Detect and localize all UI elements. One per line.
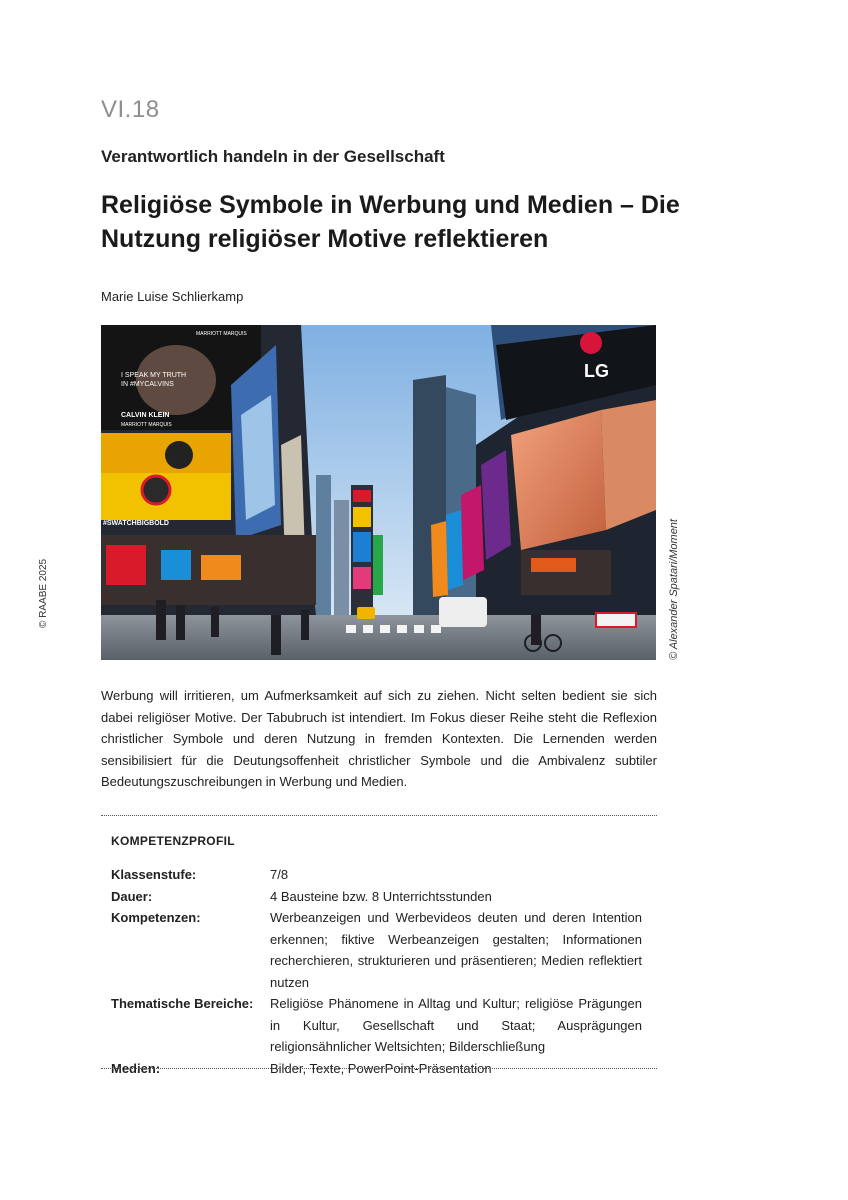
distant-tower [316, 475, 331, 615]
profile-row [111, 993, 651, 1058]
profile-value: 7/8 [270, 867, 289, 882]
hotel-sign: MARRIOTT MARQUIS [196, 331, 247, 337]
side-copyright: © RAABE 2025 [38, 558, 49, 628]
billboard [481, 450, 511, 560]
watch-icon [165, 441, 193, 469]
photo-illustration [101, 325, 656, 660]
lg-brand: LG [584, 361, 609, 381]
distant-tower [334, 500, 349, 615]
storefront-sign [161, 550, 191, 580]
dotted-divider-top [101, 815, 657, 816]
billboard-text: #SWATCHBIGBOLD [103, 520, 169, 527]
profile-value: 4 Bausteine bzw. 8 Unterrichtsstunden [270, 888, 492, 904]
white-van [439, 597, 487, 627]
profile-row [111, 886, 651, 908]
dotted-divider-bottom [101, 1068, 657, 1069]
model-figure [136, 345, 216, 415]
times-square-photo [101, 325, 656, 660]
billboard [353, 532, 371, 562]
competence-profile [111, 834, 651, 1079]
profile-row [111, 864, 651, 886]
profile-value: Religiöse Phänomene in Alltag und Kultur; religiöse Prägungen in Kultur, Gesellschaft und Staat; Ausprägungen religionsähnlicher Weltsichten; Bilderschließung [270, 996, 642, 1054]
profile-value: Werbeanzeigen und Werbevideos deuten und deren Intention erkennen; fiktive Werbeanzeigen gestalten; Informationen recherchieren, strukturieren und präsentieren; Medien reflektiert nutzen [270, 910, 642, 990]
author-name: Marie Luise Schlierkamp [101, 289, 244, 304]
billboard [431, 521, 448, 597]
billboard [353, 507, 371, 527]
billboard [373, 535, 383, 595]
photo-credit: © Alexander Spatari/Moment [668, 519, 680, 660]
billboard [353, 490, 371, 502]
storefront-sign [531, 558, 576, 572]
profile-label: Klassenstufe: [111, 867, 197, 882]
watch-icon [142, 476, 170, 504]
series-code: VI.18 [101, 96, 160, 123]
billboard-text: IN #MYCALVINS [121, 381, 174, 388]
page-title: Religiöse Symbole in Werbung und Medien – Die Nutzung religiöser Motive reflektieren [101, 191, 680, 253]
billboard [241, 395, 275, 520]
profile-label: Kompetenzen: [111, 910, 201, 925]
profile-label: Medien: [111, 1060, 161, 1076]
yellow-cab [357, 607, 375, 619]
category-subtitle: Verantwortlich handeln in der Gesellschaft [101, 147, 445, 166]
billboard-text: I SPEAK MY TRUTH [121, 372, 187, 379]
lg-logo-icon [580, 332, 602, 354]
storefront-sign [201, 555, 241, 580]
billboard [446, 510, 463, 590]
billboard [353, 567, 371, 589]
profile-value: Bilder, Texte, PowerPoint-Präsentation [270, 1060, 492, 1076]
storefronts [521, 550, 611, 595]
intro-paragraph: Werbung will irritieren, um Aufmerksamkeit auf sich zu ziehen. Nicht selten bedient sie sich dabei religiöser Motive. Der Tabubruch ist intendiert. Im Fokus dieser Reihe steht die Reflexion christlicher Symbole und deren Nutzung in fremden Kontexten. Die Lernenden werden sensibilisiert für die Deutungsoffenheit christlicher Symbole und die Ambivalenz subtiler Bedeutungszuschreibungen in Werbung und Medien. [101, 688, 657, 789]
billboard [461, 485, 484, 580]
profile-label: Thematische Bereiche: [111, 996, 254, 1011]
billboard-text: CALVIN KLEIN [121, 412, 170, 419]
face-billboard [601, 400, 656, 530]
storefront-sign [106, 545, 146, 585]
hotel-sign: MARRIOTT MARQUIS [121, 422, 172, 428]
barrier [596, 613, 636, 627]
profile-row [111, 907, 651, 993]
profile-label: Dauer: [111, 888, 153, 904]
profile-heading: KOMPETENZPROFIL [111, 834, 235, 848]
